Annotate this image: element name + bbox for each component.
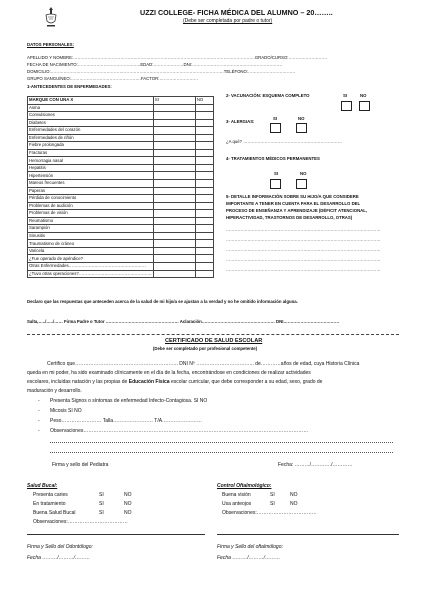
illness-si-cell[interactable] bbox=[153, 240, 195, 248]
illness-no-cell[interactable] bbox=[195, 210, 213, 218]
table-row bbox=[28, 127, 214, 135]
bullet-2: - bbox=[38, 408, 40, 414]
certificate-paragraph-3 bbox=[27, 380, 322, 385]
illness-label: ¿Fue operado de apéndice? bbox=[28, 255, 154, 263]
table-row bbox=[28, 217, 214, 225]
eye-vision-no[interactable]: NO bbox=[290, 492, 298, 498]
dental-caries-si[interactable]: SI bbox=[99, 492, 104, 498]
illness-no-cell[interactable] bbox=[195, 202, 213, 210]
eye-signature-label: Firma y Sello del oftalmólogo: bbox=[217, 544, 283, 550]
illness-si-cell[interactable] bbox=[153, 255, 195, 263]
illness-no-cell[interactable] bbox=[195, 157, 213, 165]
illness-si-cell[interactable] bbox=[153, 202, 195, 210]
vaccination-si-label: SI bbox=[343, 93, 348, 98]
eye-vision-si[interactable]: SI bbox=[270, 492, 275, 498]
table-header-row bbox=[28, 97, 214, 105]
table-row bbox=[28, 225, 214, 233]
illness-label: Hemorragia nasal bbox=[28, 157, 154, 165]
field-birth-age-dni[interactable]: FECHA DE NACIMIENTO:……………………………………..EDAD:…………………DNI:……………………………………………………… bbox=[27, 62, 283, 67]
table-row bbox=[28, 240, 214, 248]
illness-no-cell[interactable] bbox=[195, 270, 213, 278]
dental-treatment-si[interactable]: SI bbox=[99, 501, 104, 507]
illness-no-cell[interactable] bbox=[195, 187, 213, 195]
illness-no-cell[interactable] bbox=[195, 263, 213, 271]
table-row bbox=[28, 142, 214, 150]
illness-si-cell[interactable] bbox=[153, 119, 195, 127]
illness-label: ¿Tuvo otras operaciones?…………………………………………… bbox=[29, 270, 152, 276]
illness-label: Mareos frecuentes bbox=[28, 180, 154, 188]
illness-no-cell[interactable] bbox=[195, 180, 213, 188]
table-row bbox=[28, 195, 214, 203]
table-row bbox=[28, 210, 214, 218]
illness-si-cell[interactable] bbox=[153, 172, 195, 180]
eye-title: Control Oftalmológico: bbox=[217, 483, 272, 489]
bullet-4: - bbox=[38, 428, 40, 434]
certificate-paragraph-4: maduración y desarrollo. bbox=[27, 388, 82, 394]
dental-signature-line bbox=[27, 534, 205, 535]
page-title: UZZI COLLEGE- FICHA MÉDICA DEL ALUMNO – 20…….. bbox=[140, 8, 333, 17]
table-row bbox=[28, 202, 214, 210]
dental-treatment-label: En tratamiento bbox=[33, 501, 66, 507]
details-line-1: 5- DETALLE INFORMACIÓN SOBRE SU HIJO/A QUE CONSIDERE bbox=[226, 194, 359, 199]
illness-si-cell[interactable] bbox=[153, 112, 195, 120]
illness-si-cell[interactable] bbox=[153, 210, 195, 218]
illness-label: Hipertensión bbox=[28, 172, 154, 180]
illness-label: Pérdida de conocimiento bbox=[28, 195, 154, 203]
eye-date-field[interactable]: Fecha ………/………/……… bbox=[217, 555, 281, 561]
illness-si-cell[interactable] bbox=[153, 247, 195, 255]
dental-treatment-no[interactable]: NO bbox=[124, 501, 132, 507]
illness-no-cell[interactable] bbox=[195, 119, 213, 127]
illness-no-cell[interactable] bbox=[195, 134, 213, 142]
illness-label: Convulsiones bbox=[28, 112, 154, 120]
allergies-si-label: SI bbox=[273, 116, 278, 121]
dental-caries-no[interactable]: NO bbox=[124, 492, 132, 498]
illness-label: Enfermedades del corazón bbox=[28, 127, 154, 135]
vaccination-label: 2- VACUNACIÓN: ESQUEMA COMPLETO bbox=[226, 93, 310, 98]
illness-history-table bbox=[27, 96, 214, 278]
illness-label: Hepatitis bbox=[28, 164, 154, 172]
item-micosis: Micosis SI NO bbox=[50, 408, 82, 414]
illness-label: Paperas bbox=[28, 187, 154, 195]
allergies-label: 3- ALERGIAS: bbox=[226, 119, 255, 124]
illness-no-cell[interactable] bbox=[195, 104, 213, 112]
illness-si-cell[interactable] bbox=[153, 127, 195, 135]
table-row bbox=[28, 134, 214, 142]
illness-label: Traumatismo de cráneo bbox=[28, 240, 154, 248]
dental-signature-label: Firma y Sello del Odontólogo: bbox=[27, 544, 93, 550]
illness-label: Problemas de visión bbox=[28, 210, 154, 218]
declaration-text: Declaro que las respuestas que anteceden acerca de la salud de mi hijo/a se ajustan a la verdad y no he omitido información alguna. bbox=[27, 299, 298, 304]
dental-health-label: Buena Salud Bucal bbox=[33, 510, 76, 516]
illness-si-cell[interactable] bbox=[153, 232, 195, 240]
illness-si-cell[interactable] bbox=[153, 104, 195, 112]
eye-glasses-label: Usa anteojos bbox=[222, 501, 252, 507]
illness-no-cell[interactable] bbox=[195, 149, 213, 157]
illness-no-cell[interactable] bbox=[195, 217, 213, 225]
certificate-paragraph-2: queda en mi poder, ha sido examinado clínicamente en el día de la fecha, encontrándose en condiciones de realizar actividades bbox=[27, 370, 311, 376]
illness-label: Problemas de audición bbox=[28, 202, 154, 210]
allergies-no-label: NO bbox=[298, 116, 305, 121]
details-dots-2[interactable]: ……………………………………………………………………………………………… bbox=[226, 237, 381, 242]
illness-si-cell[interactable] bbox=[153, 142, 195, 150]
table-row bbox=[28, 112, 214, 120]
eye-glasses-si[interactable]: SI bbox=[270, 501, 275, 507]
illness-label: Asma bbox=[28, 104, 154, 112]
bullet-1: - bbox=[38, 398, 40, 404]
treatments-si-checkbox[interactable] bbox=[270, 179, 281, 189]
school-crest-icon bbox=[44, 6, 58, 28]
p3-text-bold: Educación Física bbox=[128, 379, 170, 385]
illness-si-cell[interactable] bbox=[153, 157, 195, 165]
illness-no-cell[interactable] bbox=[195, 112, 213, 120]
details-dots-5[interactable]: ……………………………………………………………………………………………… bbox=[226, 267, 381, 272]
details-line-3: PROCESO DE ENSEÑANZA Y APRENDIZAJE (DÉFICIT ATENCIONAL, bbox=[226, 208, 368, 213]
treatments-no-label: NO bbox=[300, 171, 307, 176]
dental-date-field[interactable]: Fecha ………/………/……… bbox=[27, 555, 91, 561]
table-row bbox=[28, 149, 214, 157]
vaccination-no-label: NO bbox=[360, 93, 367, 98]
col-no-header: NO bbox=[195, 97, 213, 105]
illness-label: Sarampión bbox=[28, 225, 154, 233]
illness-no-cell[interactable] bbox=[195, 195, 213, 203]
illness-label: Sinusitis bbox=[28, 232, 154, 240]
dental-health-no[interactable]: NO bbox=[124, 510, 132, 516]
table-row bbox=[28, 164, 214, 172]
certificate-paragraph-1: Certifico que…………………………………………………….. DNI Nº …………………………….. de…………años de edad, cuya Historia Clínica bbox=[47, 361, 360, 367]
illness-label: Varicela bbox=[28, 247, 154, 255]
illness-no-cell[interactable] bbox=[195, 164, 213, 172]
section-divider bbox=[27, 334, 399, 335]
illness-no-cell[interactable] bbox=[195, 142, 213, 150]
table-row bbox=[28, 180, 214, 188]
dental-health-si[interactable]: SI bbox=[99, 510, 104, 516]
details-line-2: IMPORTANTE A TENER EN CUENTA PARA EL DESARROLLO DEL bbox=[226, 201, 361, 206]
table-row bbox=[28, 157, 214, 165]
illness-no-cell[interactable] bbox=[195, 172, 213, 180]
eye-glasses-no[interactable]: NO bbox=[290, 501, 298, 507]
illness-si-cell[interactable] bbox=[153, 134, 195, 142]
col-si-header: SI bbox=[153, 97, 195, 105]
field-name-course[interactable]: APELLIDO Y NOMBRE:……………………………………………………………………………………………………………….GRADO/CURSO:……………………… bbox=[27, 55, 328, 60]
illness-si-cell[interactable] bbox=[153, 164, 195, 172]
table-row bbox=[28, 247, 214, 255]
table-row bbox=[28, 187, 214, 195]
illness-si-cell[interactable] bbox=[153, 187, 195, 195]
p3-text-a: escolares, incluidas natación y las propias de bbox=[27, 379, 129, 385]
illness-no-cell[interactable] bbox=[195, 225, 213, 233]
details-dots-3[interactable]: ……………………………………………………………………………………………… bbox=[226, 247, 381, 252]
illness-si-cell[interactable] bbox=[153, 225, 195, 233]
illness-si-cell[interactable] bbox=[153, 195, 195, 203]
table-row bbox=[28, 119, 214, 127]
bullet-3: - bbox=[38, 418, 40, 424]
eye-observations-field[interactable]: Observaciones:……………………………… bbox=[222, 510, 317, 516]
illness-si-cell[interactable] bbox=[153, 149, 195, 157]
illness-label: Enfermedades de riñón bbox=[28, 134, 154, 142]
illness-no-cell[interactable] bbox=[195, 255, 213, 263]
illness-si-cell[interactable] bbox=[153, 217, 195, 225]
illness-label: Otras Enfermedades……………………………………………… bbox=[28, 263, 154, 271]
illness-no-cell[interactable] bbox=[195, 240, 213, 248]
illness-no-cell[interactable] bbox=[195, 127, 213, 135]
illness-si-cell[interactable] bbox=[153, 263, 195, 271]
observations-line-1 bbox=[50, 442, 393, 443]
eye-vision-label: Buena visión bbox=[222, 492, 251, 498]
table-row bbox=[28, 172, 214, 180]
dental-caries-label: Presenta caries bbox=[33, 492, 68, 498]
illness-si-cell[interactable] bbox=[153, 270, 195, 278]
field-blood-group[interactable]: GRUPO SANGUÍNEO:………………………………………….FACTOR:……………………… bbox=[27, 76, 199, 81]
illness-no-cell[interactable] bbox=[195, 232, 213, 240]
details-dots-1[interactable]: ……………………………………………………………………………………………… bbox=[226, 227, 381, 232]
page-subtitle: (Debe ser completada por padre o tutor) bbox=[183, 18, 273, 24]
treatments-label: 4- TRATAMIENTOS MÉDICOS PERMANENTES bbox=[226, 156, 320, 161]
item-contagious: Presenta Signos o síntomas de enfermedad Infecto-Contagiosa. SI NO bbox=[50, 398, 208, 404]
col-mark-header: MARQUE CON UNA X bbox=[28, 97, 154, 105]
illness-label: Fiebre prolongada bbox=[28, 142, 154, 150]
observations-line-2 bbox=[50, 452, 393, 453]
allergies-no-checkbox[interactable] bbox=[296, 123, 307, 133]
table-row bbox=[28, 104, 214, 112]
details-line-4: HIPERACTIVIDAD, TRASTORNOS DE DESARROLLO, OTRAS) bbox=[226, 215, 353, 220]
pediatrician-date-field[interactable]: Fecha: ………/…………/………… bbox=[278, 462, 353, 468]
illness-label: Diabetes bbox=[28, 119, 154, 127]
field-address-phone[interactable]: DOMICILIO:………………………………………………………………………………………………………….TELÉFONO:…………………………… bbox=[27, 69, 296, 74]
table-row bbox=[28, 270, 214, 278]
table-row bbox=[28, 255, 214, 263]
antecedentes-heading: 1-ANTECEDENTES DE ENFERMEDADES: bbox=[27, 84, 112, 89]
personal-heading: DATOS PERSONALES: bbox=[27, 42, 74, 47]
vaccination-si-checkbox[interactable] bbox=[341, 101, 352, 111]
illness-no-cell[interactable] bbox=[195, 247, 213, 255]
details-dots-4[interactable]: ……………………………………………………………………………………………… bbox=[226, 257, 381, 262]
eye-signature-line bbox=[217, 534, 399, 535]
illness-label: Fracturas bbox=[28, 149, 154, 157]
treatments-si-label: SI bbox=[274, 171, 279, 176]
table-row bbox=[28, 232, 214, 240]
pediatrician-signature-label: Firma y sello del Pediatra bbox=[52, 462, 109, 468]
dental-observations-field[interactable]: Observaciones:……………………………… bbox=[33, 519, 128, 525]
dental-title: Salud Bucal: bbox=[27, 483, 58, 489]
vaccination-no-checkbox[interactable] bbox=[359, 101, 370, 111]
certificate-title: CERTIFICADO DE SALUD ESCOLAR bbox=[165, 338, 263, 344]
allergies-detail-field[interactable]: ¿A qué? …………………………………………………………… bbox=[226, 139, 343, 144]
treatments-no-checkbox[interactable] bbox=[296, 179, 307, 189]
table-row bbox=[28, 263, 214, 271]
illness-label: Reumatismo bbox=[28, 217, 154, 225]
guardian-signature-line[interactable]: Salta,…../…../…… Firma Padre o Tutor …………………………………………… Aclaración…………………………………………… DNI………………………………… bbox=[27, 319, 340, 324]
allergies-si-checkbox[interactable] bbox=[270, 123, 281, 133]
item-observations[interactable]: Observaciones……………………………………………………………………………………………………………………… bbox=[50, 428, 309, 434]
certificate-subtitle: (Debe ser completado por profesional competente) bbox=[153, 346, 258, 351]
p3-text-c: escolar curricular, que debe corresponder a su edad, sexo, grado de bbox=[169, 379, 323, 385]
illness-si-cell[interactable] bbox=[153, 180, 195, 188]
item-weight-height[interactable]: Peso…………………… Talla…………………… T/A…………………… bbox=[50, 418, 203, 424]
